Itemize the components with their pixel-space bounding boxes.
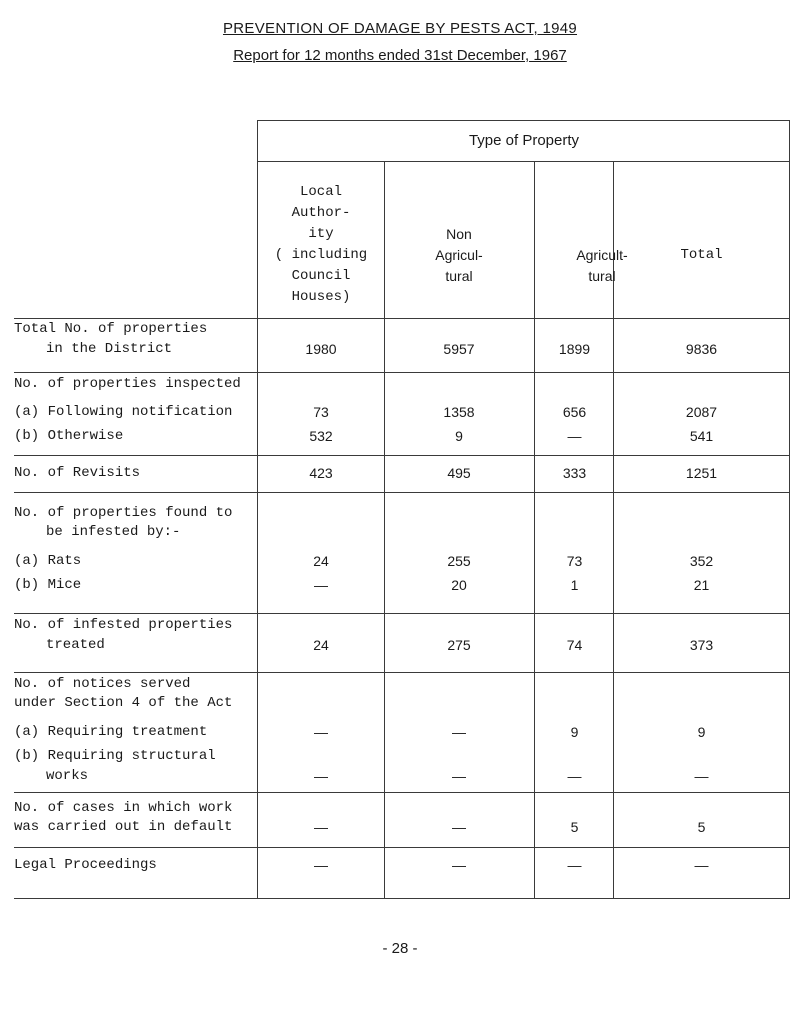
row-label: be infested by:-: [46, 524, 181, 540]
cell: 5957: [443, 341, 475, 357]
cell: —: [567, 768, 582, 784]
table-rule: [14, 792, 790, 793]
report-subtitle: Report for 12 months ended 31st December, 1967: [233, 47, 567, 64]
cell: 24: [313, 553, 329, 569]
row-label: under Section 4 of the Act: [14, 695, 233, 711]
row-label: in the District: [46, 341, 173, 357]
row-label: (a) Requiring treatment: [14, 724, 208, 740]
table-rule: [14, 613, 790, 614]
row-label: (b) Otherwise: [14, 428, 124, 444]
cell: 5: [697, 819, 706, 835]
cell: 1358: [443, 404, 475, 420]
header-total: Total: [680, 247, 723, 263]
header-local-authority: [258, 182, 384, 308]
row-label: (a) Following notification: [14, 404, 233, 420]
cell: —: [314, 768, 328, 784]
cell: —: [567, 857, 582, 873]
cell: 333: [562, 465, 587, 481]
header-line: Author-: [291, 205, 351, 221]
page-number: - 28 -: [382, 940, 418, 957]
row-label: No. of notices served: [14, 676, 191, 692]
cell: 9: [570, 724, 579, 740]
page-title: PREVENTION OF DAMAGE BY PESTS ACT, 1949: [222, 20, 578, 37]
cell: 532: [309, 428, 333, 444]
header-line: ity: [308, 226, 334, 242]
header-line: Agricul-: [435, 247, 483, 263]
cell: 2087: [685, 404, 718, 420]
header-line: ( including: [274, 247, 368, 263]
header-line: tural: [445, 268, 473, 284]
table-rule-group: [258, 161, 790, 162]
cell: 423: [309, 465, 333, 481]
cell: 9: [697, 724, 706, 740]
row-label: (b) Requiring structural: [14, 748, 216, 764]
row-label: No. of infested properties: [14, 617, 233, 633]
cell: 1899: [558, 341, 591, 357]
header-line: Council: [291, 268, 351, 284]
cell: —: [694, 857, 709, 873]
table-rule: [14, 455, 790, 456]
header-line: tural: [588, 268, 616, 284]
cell: 541: [689, 428, 714, 444]
cell: 352: [689, 553, 714, 569]
row-label: Legal Proceedings: [14, 857, 157, 873]
cell: 24: [313, 637, 329, 653]
row-label: No. of properties found to: [14, 505, 233, 521]
cell: —: [314, 724, 328, 740]
cell: 74: [566, 637, 583, 653]
cell: 656: [562, 404, 587, 420]
cell: 9836: [685, 341, 718, 357]
header-line: Local: [299, 184, 342, 200]
cell: —: [452, 857, 466, 873]
cell: —: [567, 428, 582, 444]
row-label: Total No. of properties: [14, 321, 208, 337]
cell: 5: [570, 819, 579, 835]
col-divider: [789, 120, 790, 898]
cell: 1980: [305, 341, 337, 357]
cell: 495: [447, 465, 471, 481]
row-label: treated: [46, 637, 105, 653]
cell: —: [452, 768, 466, 784]
table-rule-bottom: [14, 898, 790, 899]
cell: 73: [313, 404, 329, 420]
cell: 20: [451, 577, 467, 593]
row-label: No. of cases in which work: [14, 800, 233, 816]
row-label: (b) Mice: [14, 577, 82, 593]
cell: 373: [689, 637, 714, 653]
header-line: Houses): [291, 289, 351, 305]
cell: 1: [570, 577, 579, 593]
table-rule-top: [258, 120, 790, 121]
table-rule: [14, 372, 790, 373]
header-line: Agricult-: [576, 247, 628, 263]
col-divider: [534, 162, 535, 898]
cell: —: [314, 577, 328, 593]
cell: 73: [566, 553, 583, 569]
cell: —: [452, 819, 466, 835]
table-rule: [14, 847, 790, 848]
cell: —: [694, 768, 709, 784]
table-rule: [14, 492, 790, 493]
row-label: No. of properties inspected: [14, 376, 241, 392]
cell: —: [314, 857, 328, 873]
cell: 275: [447, 637, 471, 653]
row-label: (a) Rats: [14, 553, 82, 569]
cell: —: [314, 819, 328, 835]
header-type-of-property: Type of Property: [468, 132, 580, 149]
row-label: No. of Revisits: [14, 465, 141, 481]
cell: 255: [447, 553, 471, 569]
cell: —: [452, 724, 466, 740]
cell: 1251: [685, 465, 718, 481]
header-non-agricultural: [385, 224, 533, 287]
row-label: works: [46, 768, 89, 784]
cell: 21: [693, 577, 710, 593]
table-rule: [14, 672, 790, 673]
row-label: was carried out in default: [14, 819, 233, 835]
header-line: Non: [446, 226, 472, 242]
cell: 9: [455, 428, 463, 444]
